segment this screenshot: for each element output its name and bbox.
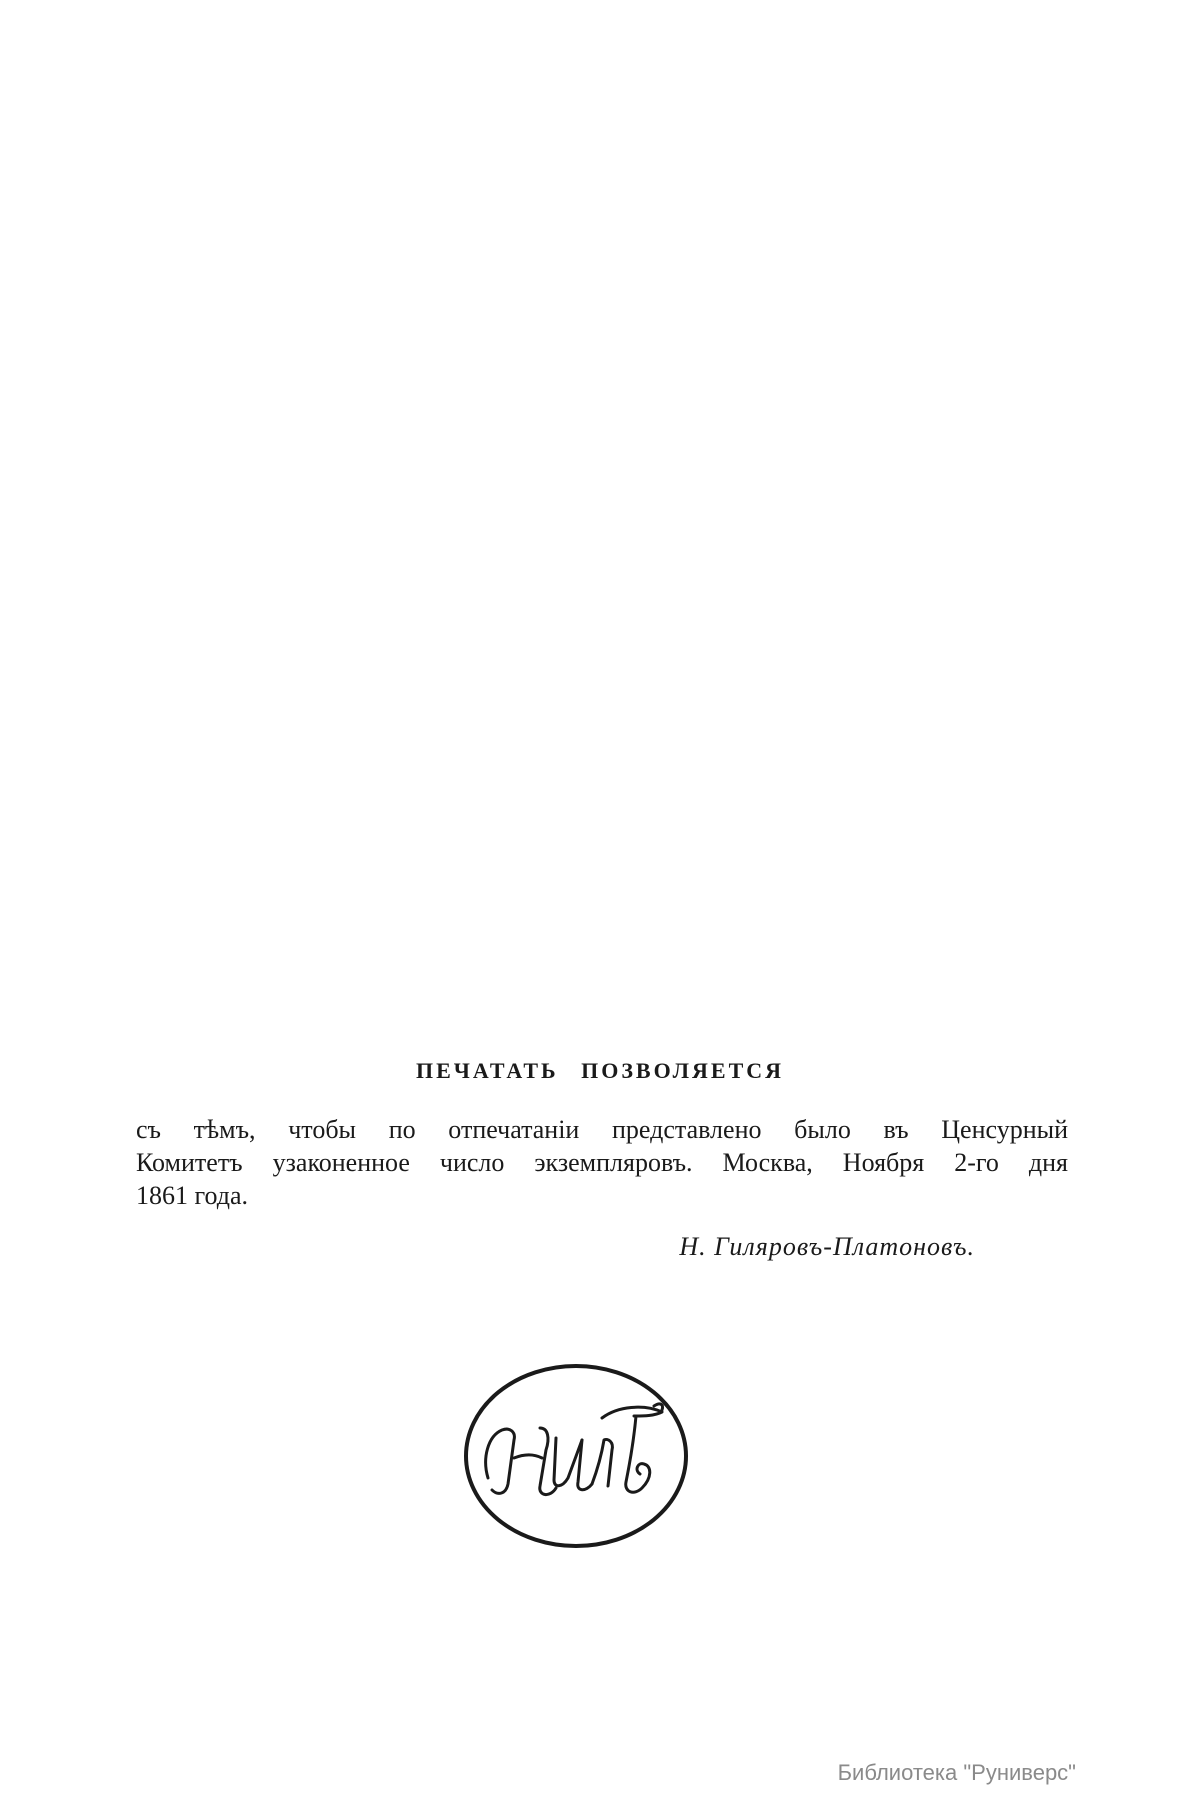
- censor-signature: Н. Гиляровъ-Платоновъ.: [679, 1232, 975, 1261]
- permission-line-3: 1861 года.: [136, 1181, 249, 1210]
- permission-line-2: Комитетъ узаконенное число экземпляровъ. Москва, Ноября 2-го дня: [136, 1148, 1068, 1177]
- permission-line-1: съ тѣмъ, чтобы по отпечатаніи представлено было въ Ценсурный: [136, 1115, 1068, 1144]
- library-stamp-icon: [458, 1358, 694, 1554]
- censorship-permission-text: [136, 1113, 1068, 1212]
- library-credit-text: Библиотека "Руниверс": [837, 1760, 1076, 1785]
- censorship-heading: ПЕЧАТАТЬ ПОЗВОЛЯЕТСЯ: [415, 1058, 785, 1083]
